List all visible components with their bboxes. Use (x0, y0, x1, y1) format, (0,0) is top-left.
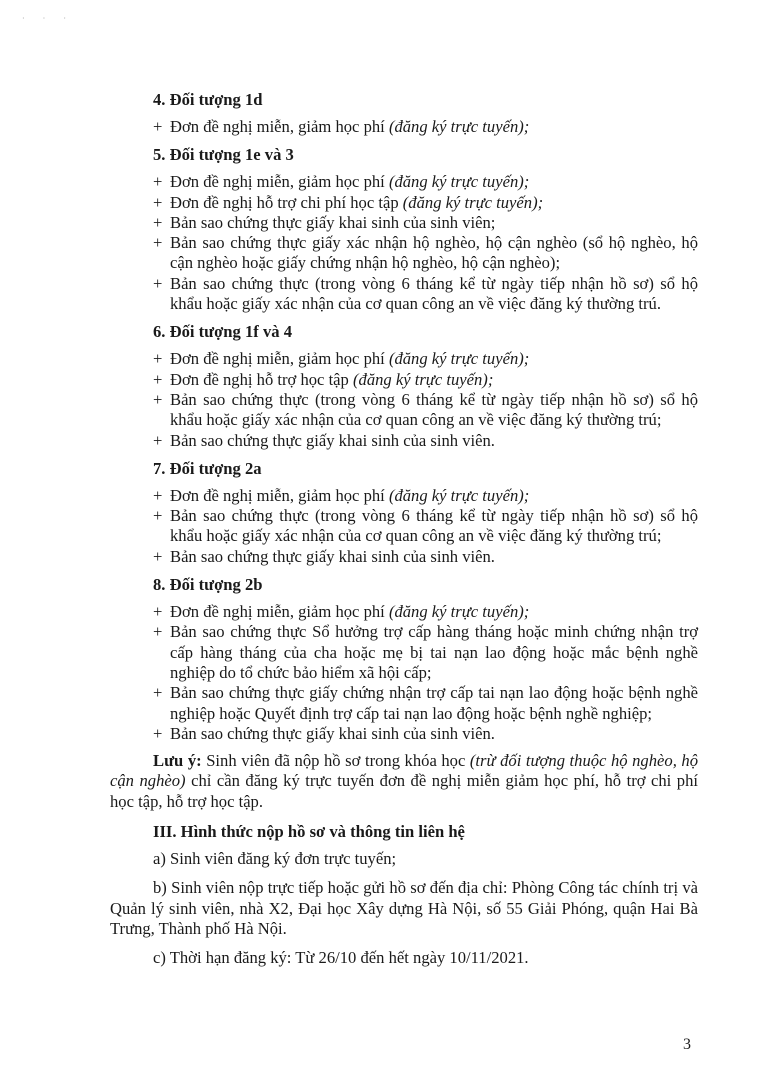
list-item (153, 349, 698, 369)
list-item (153, 370, 698, 390)
note-text: Sinh viên đã nộp hồ sơ trong khóa học (201, 751, 470, 771)
list-item (153, 172, 698, 192)
section-title: 6. Đối tượng 1f và 4 (153, 322, 292, 342)
scan-specks: · · · (22, 14, 74, 23)
section-3-a: a) Sinh viên đăng ký đơn trực tuyến; (153, 849, 397, 869)
list-item (153, 683, 698, 724)
plus-bullet-icon: + (153, 369, 163, 389)
sections (110, 89, 698, 744)
item-text: Đơn đề nghị miễn, giảm học phí (170, 172, 389, 192)
plus-bullet-icon: + (153, 233, 163, 253)
item-note: (đăng ký trực tuyến); (388, 485, 530, 505)
item-text: Bản sao chứng thực (trong vòng 6 tháng kể từ ngày tiếp nhận hồ sơ) sổ hộ khẩu hoặc giấy xác nhận của cơ quan công an về việc đăng ký thường trú; (170, 389, 698, 430)
plus-bullet-icon: + (153, 172, 163, 192)
item-text: Bản sao chứng thực giấy khai sinh của sinh viên. (170, 723, 495, 743)
plus-bullet-icon: + (153, 192, 163, 212)
item-text: Bản sao chứng thực giấy xác nhận hộ nghèo, hộ cận nghèo (sổ hộ nghèo, hộ cận nghèo hoặc giấy chứng nhận hộ nghèo, hộ cận nghèo); (170, 233, 698, 273)
list-item (153, 233, 698, 274)
item-text: Bản sao chứng thực giấy khai sinh của sinh viên. (170, 430, 495, 450)
plus-bullet-icon: + (153, 485, 163, 505)
list-item (153, 431, 698, 451)
note-italic: (trừ đối tượng thuộc hộ nghèo, hộ cận nghèo) (110, 751, 698, 791)
requirement-list (153, 349, 698, 450)
plus-bullet-icon: + (153, 622, 163, 642)
item-note: (đăng ký trực tuyến); (388, 172, 530, 192)
item-note: (đăng ký trực tuyến); (402, 192, 544, 212)
list-item (153, 622, 698, 683)
requirement-list (153, 117, 698, 137)
plus-bullet-icon: + (153, 506, 163, 526)
plus-bullet-icon: + (153, 349, 163, 369)
list-item (153, 724, 698, 744)
list-item (153, 390, 698, 431)
plus-bullet-icon: + (153, 212, 163, 232)
item-text: Đơn đề nghị miễn, giảm học phí (170, 117, 389, 136)
plus-bullet-icon: + (153, 273, 163, 293)
requirement-list (153, 486, 698, 567)
item-text: Bản sao chứng thực giấy khai sinh của sinh viên; (170, 212, 496, 232)
requirement-list (153, 602, 698, 744)
document-page (110, 89, 698, 978)
item-text: Bản sao chứng thực (trong vòng 6 tháng kể từ ngày tiếp nhận hồ sơ) sổ hộ khẩu hoặc giấy xác nhận của cơ quan công an về việc đăng ký thường trú. (170, 273, 698, 314)
list-item (153, 506, 698, 547)
item-note: (đăng ký trực tuyến); (388, 349, 530, 369)
item-text: Đơn đề nghị hỗ trợ học tập (170, 369, 353, 389)
item-text: Đơn đề nghị miễn, giảm học phí (170, 485, 389, 505)
note-text-2: chỉ cần đăng ký trực tuyến đơn đề nghị miễn giảm học phí, hỗ trợ chi phí học tập, hỗ trợ học tập. (110, 771, 699, 811)
section-title: 5. Đối tượng 1e và 3 (153, 145, 294, 165)
item-note: (đăng ký trực tuyến); (388, 117, 530, 136)
item-text: Đơn đề nghị miễn, giảm học phí (170, 349, 389, 369)
section-3-c: c) Thời hạn đăng ký: Từ 26/10 đến hết ngày 10/11/2021. (153, 948, 529, 968)
plus-bullet-icon: + (153, 430, 163, 450)
page-number: 3 (683, 1036, 691, 1053)
section-3-title: III. Hình thức nộp hồ sơ và thông tin liên hệ (153, 822, 465, 842)
list-item (153, 486, 698, 506)
list-item (153, 547, 698, 567)
item-note: (đăng ký trực tuyến); (388, 602, 530, 622)
item-note: (đăng ký trực tuyến); (353, 369, 494, 389)
section-title: 4. Đối tượng 1d (153, 90, 263, 109)
item-text: Đơn đề nghị hỗ trợ chi phí học tập (170, 192, 403, 212)
plus-bullet-icon: + (153, 723, 163, 743)
list-item (153, 274, 698, 315)
plus-bullet-icon: + (153, 602, 163, 622)
section-title: 7. Đối tượng 2a (153, 458, 262, 478)
list-item (153, 602, 698, 622)
item-text: Đơn đề nghị miễn, giảm học phí (170, 602, 389, 622)
list-item (153, 117, 698, 137)
list-item (153, 193, 698, 213)
item-text: Bản sao chứng thực giấy khai sinh của sinh viên. (170, 546, 495, 566)
item-text: Bản sao chứng thực giấy chứng nhận trợ cấp tai nạn lao động hoặc bệnh nghề nghiệp hoặc Quyết định trợ cấp tai nạn lao động hoặc bệnh nghề nghiệp; (170, 683, 698, 723)
note-label: Lưu ý: (153, 751, 202, 771)
section-title: 8. Đối tượng 2b (153, 575, 263, 595)
item-text: Bản sao chứng thực (trong vòng 6 tháng kể từ ngày tiếp nhận hồ sơ) sổ hộ khẩu hoặc giấy xác nhận của cơ quan công an về việc đăng ký thường trú; (170, 506, 698, 546)
plus-bullet-icon: + (153, 546, 163, 566)
list-item (153, 213, 698, 233)
note-paragraph (110, 751, 698, 812)
requirement-list (153, 172, 698, 314)
section-3-b: b) Sinh viên nộp trực tiếp hoặc gửi hồ sơ đến địa chỉ: Phòng Công tác chính trị và Quản lý sinh viên, nhà X2, Đại học Xây dựng Hà Nội, số 55 Giải Phóng, quận Hai Bà Trưng, Thành phố Hà Nội. (110, 878, 698, 938)
plus-bullet-icon: + (153, 683, 163, 703)
plus-bullet-icon: + (153, 389, 163, 409)
plus-bullet-icon: + (153, 117, 163, 136)
item-text: Bản sao chứng thực Sổ hưởng trợ cấp hàng tháng hoặc minh chứng nhận trợ cấp hàng tháng của cha hoặc mẹ bị tai nạn lao động hoặc mắc bệnh nghề nghiệp do tổ chức bảo hiểm xã hội cấp; (170, 622, 698, 682)
